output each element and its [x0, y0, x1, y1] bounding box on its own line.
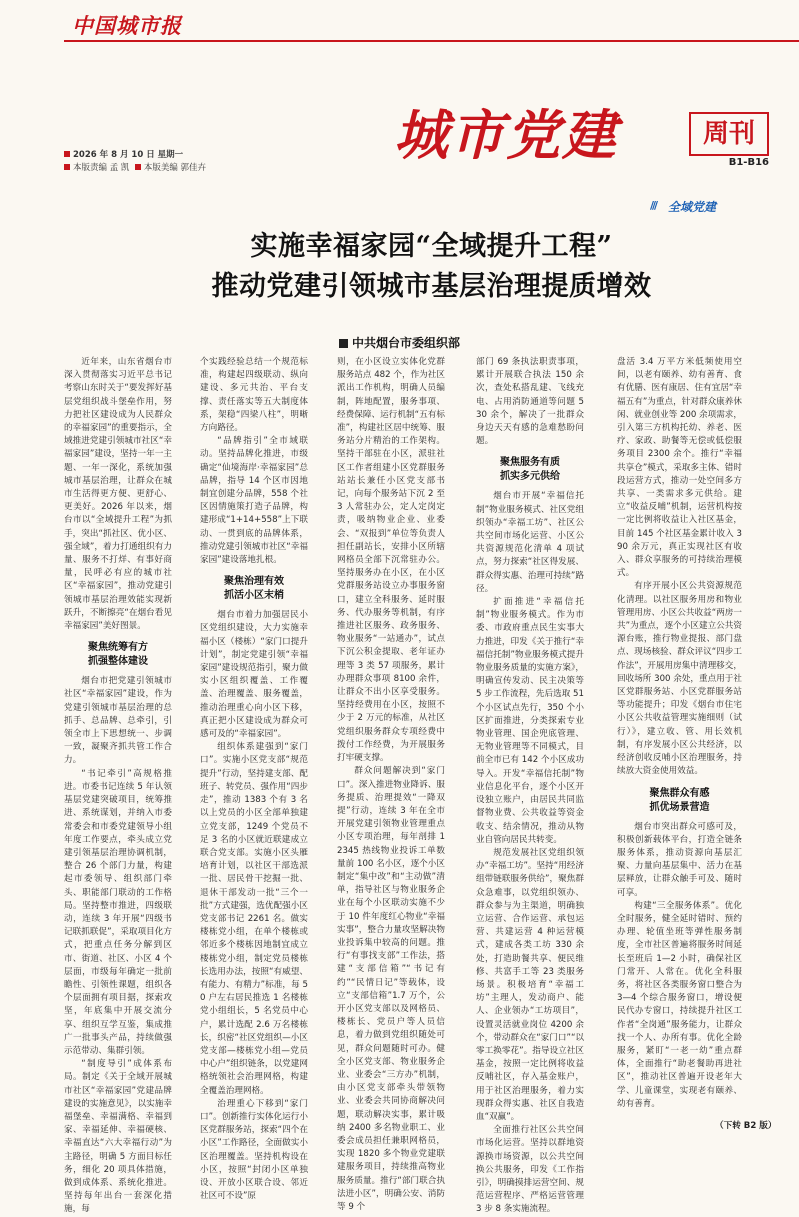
- editor-line: 本版责编 孟 凯 本版美编 郭佳卉: [64, 163, 206, 174]
- paragraph: 群众问题解决到“家门口”。深入推进物业降诉、服务提质、治理提效“一降双提”行动，连续 3 年在全市开展党建引领物业管理重点小区专项治理，每年剖排 12345 热线物业投诉工单数量前 100 名小区，逐个小区制定“集中改”和“主动做”清单，指导社区与物业服务企业在每个小区联动实施不少于 10 件年度红心物业“幸福实事”，整合力量攻坚解决物业投诉集中较高的问题。推行“有事找支部”工作法，搭建“支部信箱”“书记有约”“民情日记”等载体，设立“支部信箱”1.7 万个，公开小区党支部以及网格员、楼栋长、党员户等人员信息，着力做到党组织随处可见，群众问题随时可办。健全小区党支部、物业服务企业、业委会“三方办”机制，由小区党支部牵头带领物业、业委会共同协商解决问题，联动解决实事，累计吸纳 2400 多名物业职工、业委会成员担任兼职网格员，实现 1820 多个物业党建联建服务项目，持续推高物业服务质量。推行“部门联合执法进小区”，明确公安、消防等 9 个: [337, 766, 445, 1212]
- bullet-square-icon: [135, 164, 141, 170]
- page-range: B1-B16: [728, 157, 769, 168]
- bullet-square-icon: [339, 339, 348, 348]
- masthead-rule: [64, 40, 799, 42]
- paragraph: 烟台市把党建引领城市社区“幸福家园”建设，作为党建引领城市基层治理的总抓手、总品牌、总牵引，引领全市上下思想统一、步调一致，凝聚齐抓共管工作合力。: [64, 676, 172, 766]
- paragraph: 烟台市突出群众可感可及，积极创新载体平台，打造全链条服务体系，推动资源向基层汇聚、力量向基层集中、活力在基层释放，让群众触手可及、随时可享。: [617, 821, 742, 898]
- subheading: 聚焦服务有质 抓实多元供给: [500, 457, 560, 483]
- weekly-badge: 周刊: [689, 112, 769, 156]
- headline-line-2: 推动党建引领城市基层治理提质增效: [211, 271, 652, 302]
- subheading: 聚焦统筹有方 抓强整体建设: [88, 642, 148, 668]
- article-author: 中共烟台市委组织部: [0, 334, 799, 351]
- paragraph: “书记牵引”高规格推进。市委书记连续 5 年认领基层党建突破项目，统筹推进、系统谋划，并纳入市委常委会和市委党建领导小组年度工作要点，牵头成立党建引领基层治理协调机制，整合 26 个部门力量，构建起市委领导、组织部门牵头、职能部门联动的工作格局。坚持整市推进，四级联动，连续 3 年开展“四级书记联抓联促”，采取项目化方式，把重点任务分解到区市、街道、社区、小区 4 个层面，市级每年确定一批前瞻性、引领性课题，组织各个层面拥有项目据，探索攻坚，年底集中开展交流分享、组织互学互鉴，集成推广一批事头产品，持续做强示范带动、集群引领。: [64, 768, 172, 1056]
- paragraph: 个实践经验总结一个规范标准，构建起四级联动、纵向建设、多元共治、平台支撑、责任落实等五大制度体系，架稳“四梁八柱”，明晰方向路径。: [200, 357, 308, 434]
- newspaper-logo: 中国城市报: [72, 13, 182, 38]
- article-column-5: [617, 356, 742, 1126]
- article-column-4: [476, 356, 584, 1215]
- paragraph: 盘活 3.4 万平方米低频使用空间，以老有颐养、幼有善育、食有优膳、医有康居、住有宜居“幸福五有”为重点，针对群众康养休闲、就业创业等 200 余项需求，引入第三方机构托幼、养老、医疗、家政、助餐等无偿或低偿服务项目 2300 余个。推行“幸福共享仓”模式，采取多主体、错时段运营方式，推动一处空间多方共享、一类需求多元供给。建立“收益反哺”机制，运营机构按一定比例将收益让入社区基金，目前 145 个社区基金累计收入 390 余万元，真正实现社区有收入、群众享服务的可持续治理模式。: [617, 357, 742, 579]
- bullet-square-icon: [64, 164, 70, 170]
- paragraph: 扩面推进“幸福信托制”物业服务模式。作为市委、市政府重点民生实事大力推进，印发《关于推行“幸福信托制”物业服务模式提升物业服务质量的实施方案》，明确宣传发动、民主决策等 5 步工作流程，先后选取 51 个小区试点先行，350 个小区扩面推进，分类探索专业物业管理、国企兜底管理、无物业管理等不同模式，目前全市已有 142 个小区成功导入。开发“幸福信托制”物业信息化平台，逐个小区开设独立账户，由居民共同监督物业费、公共收益等资金收支、结余情况，推动从物业自管向居民共转变。: [476, 597, 584, 845]
- subheading: 聚焦治理有效 抓活小区末梢: [224, 576, 284, 602]
- paragraph: 规范发展社区党组织领办“幸福工坊”。坚持“用经济组带链联服务供给”，聚焦群众急难事，以党组织领办、群众参与为主渠道，明确独立运营、合作运营、承包运营、共建运营 4 种运营模式，建成各类工坊 330 余处，打造助餐共享、便民维修、共富手工等 23 类服务场景。积极培育“幸福工坊”主理人，发动商户、能人、企业领办“工坊项目”，设置灵活就业岗位 4200 余个，带动群众在“家门口”“以零工换零花”。指导设立社区基金，按照一定比例将收益反哺社区，存入基金账户，用于社区治理服务，着力实现群众得实惠、社区自我造血“双赢”。: [476, 847, 584, 1122]
- paragraph: 烟台市开展“幸福信托制”物业服务模式、社区党组织领办“幸福工坊”、社区公共空间市场化运营、小区公共资源规范化清单 4 项试点，努力探索“社区得发展、群众得实惠、治理可持续”路径。: [476, 491, 584, 594]
- paragraph: 烟台市着力加强居民小区党组织建设，大力实施幸福小区（楼栋）“家门口提升计划”，制定党建引领“幸福家园”建设规范指引，聚力做实小区组织覆盖、工作覆盖、治理覆盖、服务覆盖，推动治理重心向小区下移，真正把小区建设成为群众可感可及的“幸福家园”。: [200, 610, 308, 740]
- slash-bars-icon: ///: [650, 199, 657, 212]
- bullet-square-icon: [64, 151, 70, 157]
- date-line: 2026 年 8 月 10 日 星期一: [64, 150, 183, 161]
- paragraph: 构建“三全服务体系”。优化全时服务，健全延时错时、预约办理、轮值坐班等弹性服务制度，全市社区普遍将服务时间延长至班后 1—2 小时，确保社区门常开、人常在。优化全科服务，将社区各类服务窗口整合为 3—4 个综合服务窗口，增设便民代办专窗口，持续提升社区工作者“全岗通”服务能力，让群众找一个人、办所有事。优化全龄服务，紧盯“一老一幼”重点群体，全面推行“助老餐助再进社区”，推动社区普遍开设老年大学、儿童课堂，实现老有颐养、幼有善育。: [617, 900, 742, 1109]
- paragraph: 则，在小区设立实体化党群服务站点 482 个，作为社区派出工作机构，明确人员编制，阵地配置，服务事项、经费保障、运行机制“五有标准”，构建社区居中统筹、服务站分片精治的工作架构。坚持干部驻在小区，派驻社区工作者组建小区党群服务站站长兼任小区党支部书记，向每个服务站下沉 2 至 3 人常驻办公，定人定岗定责，吸纳物业企业、业委会、“双报到”单位等负责人担任副站长，安排小区所辖网格员全部下沉常驻办公。坚持服务办在小区，在小区党群服务站设立办事服务窗口，建立全科服务、延时服务、代办服务等机制，有序推进社区服务、政务服务、物业服务“一站通办”，试点下沉公积金提取、老年证办理等 3 类 57 项服务，累计办理群众事项 8100 余件，让群众不出小区享受服务。坚持经费用在小区，按照不少于 2 万元的标准，从社区党组织服务群众专项经费中拨付工作经费，为开展服务打牢硬支撑。: [337, 357, 445, 764]
- subheading: 聚焦群众有感 抓优场景营造: [649, 787, 710, 813]
- continuation-note: （下转 B2 版）: [715, 1121, 777, 1131]
- paragraph: 部门 69 条执法职责事项，累计开展联合执法 150 余次，查处私搭乱建、飞线充电、占用消防通道等问题 530 余个，解决了一批群众身边天天有感的急难愁盼问题。: [476, 357, 584, 447]
- article-column-3: [337, 356, 445, 1212]
- headline-line-1: 实施幸福家园“全域提升工程”: [250, 231, 613, 262]
- article-column-2: [200, 356, 308, 1202]
- column-brand-title: 城市党建: [394, 103, 618, 167]
- section-label: 全域党建: [668, 200, 717, 214]
- paragraph: 组织体系建强到“家门口”。实施小区党支部“规范提升”行动，坚持建支部、配班子、转党员、强作用“四步走”，推动 1383 个有 3 名以上党员的小区全部单独建立党支部，1249 个党员不足 3 名的小区就近联建成立联合党支部。实施小区头雁培育计划，以社区干部选派一批、居民骨干挖掘一批、退休干部发动一批“三个一批”方式建强，选优配强小区党支部书记 2261 名。做实楼栋党小组，在单个楼栋或邻近多个楼栋因地制宜成立楼栋党小组，制定党员楼栋长选用办法，按照“有威望、有能力、有精力”标准，每 50 户左右居民推选 1 名楼栋党小组组长，5 名党员中心户，累计选配 2.6 万名楼栋长，织密“社区党组织—小区党支部—楼栋党小组—党员中心户”组织链条，以党建网格统领社会治理网格，构建全覆盖治理网格。: [200, 742, 308, 1096]
- paragraph: “制度导引”成体系布局。制定《关于全域开展城市社区“幸福家园”党建品牌建设的实施意见》，以实施幸福堡垒、幸福满格、幸福到家、幸福延伸、幸福硬核、幸福直达“六大幸福行动”为主路径，明确 5 方面目标任务，细化 20 项具体措施，做到成体系、系统化推进。坚持每年出台一套深化措施，每: [64, 1059, 172, 1215]
- paragraph: 近年来，山东省烟台市深入贯彻落实习近平总书记考察山东时关于“要发挥好基层党组织战斗堡垒作用，努力把社区建设成为人民群众的幸福家园”的重要指示，全域推进党建引领城市社区“幸福家园”建设，坚持一年一主题、一年一深化，系统加强城市基层治理，让群众在城市生活得更方便、更舒心、更美好。2026 年以来，烟台市以“全域提升工程”为抓手，突出“抓社区、优小区、强全域”，着力打通组织有力量、服务不打烊、有事好商量，民呼必有应的城市社区“幸福家园”，推动党建引领城市基层治理效能实现新跃升，不断擦亮“在烟台看见幸福家园”美好图景。: [64, 357, 172, 632]
- paragraph: 有序开展小区公共资源规范化清理。以社区服务用房和物业管理用房、小区公共收益“两房一共”为重点，逐个小区建立公共资源台账，推行物业提报、部门盘点、现场核验、群众评议“四步工作法”，开展用房集中清理移交，回收场所 300 余处，重点用于社区党群服务站、小区党群服务站等功能提升；印发《烟台市住宅小区公共收益管理实施细则（试行）》，建立收、管、用长效机制，有序发展小区公共经济，以经济创收反哺小区治理服务，持续放大资金使用效益。: [617, 581, 742, 777]
- article-column-1: [64, 356, 172, 1215]
- paragraph: 治理重心下移到“家门口”。创新推行实体化运行小区党群服务站，探索“四个在小区”工作路径，全面做实小区治理覆盖。坚持机构设在小区，按照“封闭小区单独设、开放小区联合设、邻近社区可不设”原: [200, 1098, 308, 1202]
- paragraph: 全面推行社区公共空间市场化运营。坚持以群地资源换市场资源，以公共空间换公共服务，印发《工作指引》，明确摸排运营空间、规范运营程序、严格运营管理 3 步 8 条实施流程。: [476, 1125, 584, 1215]
- paragraph: “品牌指引”全市域联动。坚持品牌化推进，市级确定“仙境海岸·幸福家园”总品牌，指导 14 个区市因地制宜创建分品牌，558 个社区因情施策打造子品牌，构建形成“1+14+558”上下联动、一贯到底的品牌体系，推动党建引领城市社区“幸福家园”建设落地扎根。: [200, 436, 308, 566]
- section-tag: [650, 199, 778, 212]
